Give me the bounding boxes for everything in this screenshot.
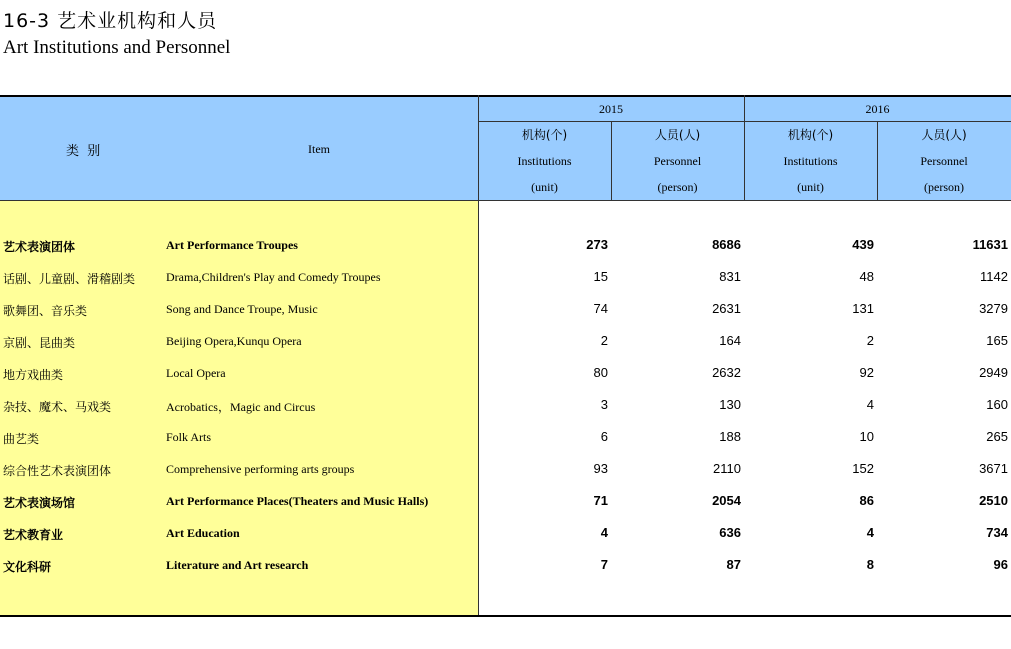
row-label-cn: 艺术教育业 xyxy=(3,528,64,542)
row-value-institutions-2016: 4 xyxy=(866,525,874,540)
row-label-en: Song and Dance Troupe, Music xyxy=(166,302,318,316)
row-value-institutions-2015: 74 xyxy=(593,301,608,316)
row-value-personnel-2016: 2949 xyxy=(979,365,1008,380)
row-label-cn: 曲艺类 xyxy=(3,432,40,446)
row-label-en: Art Education xyxy=(166,526,240,540)
header-institutions-cn: 机构(个) xyxy=(521,128,568,142)
header-institutions-en: Institutions xyxy=(517,154,572,168)
header-personnel-2015 xyxy=(611,122,744,200)
row-value-personnel-2015: 831 xyxy=(719,269,741,284)
header-year-2015: 2015 xyxy=(599,102,623,116)
row-value-institutions-2015: 3 xyxy=(600,397,608,412)
row-value-personnel-2015: 2110 xyxy=(713,461,741,476)
header-year-2016: 2016 xyxy=(865,102,890,116)
table-title-cn: 16-3 艺术业机构和人员 xyxy=(3,10,218,32)
header-personnel-cn: 人员(人) xyxy=(654,128,701,142)
row-value-personnel-2016: 11631 xyxy=(972,237,1008,252)
header-item: Item xyxy=(308,142,330,156)
row-label-en: Literature and Art research xyxy=(166,558,309,572)
header-personnel-unit: (person) xyxy=(924,180,964,194)
row-value-personnel-2015: 636 xyxy=(719,525,741,540)
table-title-en: Art Institutions and Personnel xyxy=(3,37,231,58)
header-personnel-unit: (person) xyxy=(657,180,698,194)
row-value-institutions-2016: 152 xyxy=(852,461,874,476)
header-bottom-border xyxy=(0,200,1011,201)
row-value-institutions-2016: 131 xyxy=(852,301,874,316)
row-value-institutions-2016: 4 xyxy=(866,397,874,412)
row-value-institutions-2015: 2 xyxy=(600,333,608,348)
row-label-cn: 艺术表演团体 xyxy=(3,240,76,254)
row-value-personnel-2016: 2510 xyxy=(979,493,1008,508)
row-label-cn: 京剧、昆曲类 xyxy=(3,336,76,350)
row-label-cn: 综合性艺术表演团体 xyxy=(3,464,112,478)
row-value-personnel-2016: 165 xyxy=(986,333,1008,348)
row-value-personnel-2016: 265 xyxy=(986,429,1008,444)
row-value-institutions-2015: 80 xyxy=(593,365,608,380)
row-value-personnel-2015: 130 xyxy=(719,397,741,412)
row-value-institutions-2015: 6 xyxy=(600,429,608,444)
top-border xyxy=(0,95,1011,97)
row-value-institutions-2015: 4 xyxy=(600,525,608,540)
row-value-institutions-2016: 10 xyxy=(859,429,874,444)
row-label-cn: 话剧、儿童剧、滑稽剧类 xyxy=(3,272,136,286)
row-label-en: Acrobatics，Magic and Circus xyxy=(166,400,316,414)
row-value-personnel-2015: 2632 xyxy=(712,365,741,380)
row-value-institutions-2015: 93 xyxy=(593,461,608,476)
row-label-cn: 歌舞团、音乐类 xyxy=(3,304,88,318)
row-value-institutions-2016: 92 xyxy=(859,365,874,380)
header-personnel-en: Personnel xyxy=(653,154,702,168)
row-label-cn: 艺术表演场馆 xyxy=(3,496,76,510)
row-label-cn: 文化科研 xyxy=(3,560,52,574)
data-table xyxy=(0,95,1011,617)
row-label-en: Local Opera xyxy=(166,366,226,380)
row-value-institutions-2015: 71 xyxy=(593,493,608,508)
bottom-border xyxy=(0,615,1011,617)
row-value-personnel-2016: 1142 xyxy=(980,269,1008,284)
header-institutions-unit: (unit) xyxy=(797,180,824,194)
row-value-personnel-2015: 2631 xyxy=(712,301,741,316)
row-value-institutions-2015: 15 xyxy=(593,269,608,284)
row-value-personnel-2015: 8686 xyxy=(712,237,741,252)
row-value-institutions-2016: 2 xyxy=(866,333,874,348)
row-value-personnel-2015: 164 xyxy=(719,333,741,348)
header-institutions-unit: (unit) xyxy=(531,180,558,194)
row-value-institutions-2016: 86 xyxy=(859,493,874,508)
row-value-personnel-2015: 188 xyxy=(719,429,741,444)
row-label-en: Art Performance Places(Theaters and Music Halls) xyxy=(166,494,429,508)
header-institutions-en: Institutions xyxy=(783,154,838,168)
row-value-institutions-2016: 439 xyxy=(852,237,874,252)
row-label-en: Beijing Opera,Kunqu Opera xyxy=(166,334,302,348)
header-institutions-2016 xyxy=(744,122,877,200)
row-label-en: Comprehensive performing arts groups xyxy=(166,462,355,476)
row-value-personnel-2016: 3671 xyxy=(979,461,1008,476)
row-value-personnel-2015: 2054 xyxy=(712,493,741,508)
row-value-personnel-2016: 96 xyxy=(993,557,1008,572)
row-label-cn: 地方戏曲类 xyxy=(3,368,64,382)
row-label-en: Drama,Children's Play and Comedy Troupes xyxy=(166,270,381,284)
row-label-cn: 杂技、魔术、马戏类 xyxy=(3,400,112,414)
row-label-en: Folk Arts xyxy=(166,430,212,444)
row-value-institutions-2016: 48 xyxy=(859,269,874,284)
row-label-en: Art Performance Troupes xyxy=(166,238,298,252)
header-institutions-cn: 机构(个) xyxy=(787,128,834,142)
row-value-personnel-2016: 734 xyxy=(986,525,1008,540)
row-value-institutions-2015: 7 xyxy=(600,557,608,572)
row-value-personnel-2015: 87 xyxy=(726,557,741,572)
row-value-personnel-2016: 160 xyxy=(986,397,1008,412)
header-personnel-cn: 人员(人) xyxy=(921,128,967,142)
row-value-institutions-2016: 8 xyxy=(866,557,874,572)
header-institutions-2015 xyxy=(478,122,611,200)
row-value-institutions-2015: 273 xyxy=(586,237,608,252)
header-category: 类 别 xyxy=(66,144,101,159)
header-personnel-2016 xyxy=(877,122,1011,200)
row-value-personnel-2016: 3279 xyxy=(979,301,1008,316)
header-personnel-en: Personnel xyxy=(920,154,968,168)
